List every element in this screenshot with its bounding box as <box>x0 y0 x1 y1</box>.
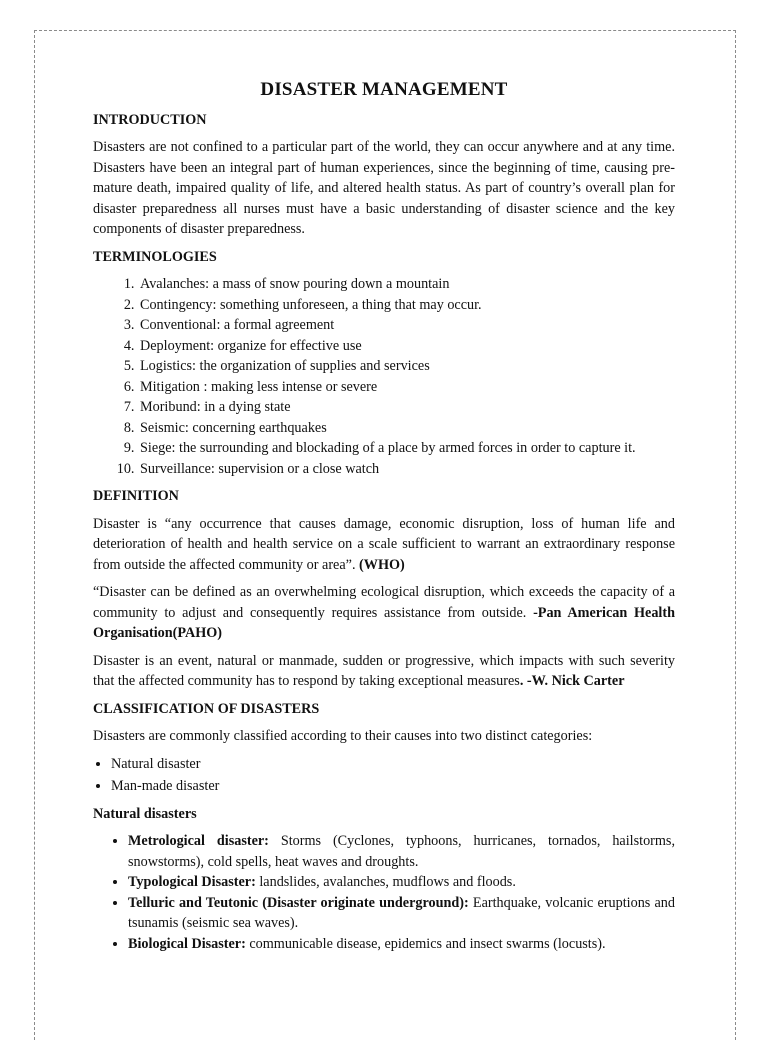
definition-paho <box>93 582 675 644</box>
list-item: 10. Surveillance: supervision or a close watch <box>138 459 675 480</box>
definition-source: . -W. Nick Carter <box>519 673 625 689</box>
natural-disasters-list <box>93 831 675 954</box>
document-title: DISASTER MANAGEMENT <box>260 79 508 100</box>
classification-intro: Disasters are commonly classified according to their causes into two distinct categories: <box>93 728 593 744</box>
classification-list <box>93 754 675 797</box>
list-item: • Man-made disaster <box>111 776 675 797</box>
definition-who <box>93 514 675 576</box>
list-item: 4. Deployment: organize for effective use <box>138 336 675 357</box>
definition-source: (WHO) <box>359 556 405 573</box>
list-item: 5. Logistics: the organization of supplies and services <box>138 356 675 377</box>
item-text: Earthquake, volcanic eruptions and tsunamis (seismic sea waves). <box>128 894 675 931</box>
introduction-text: Disasters are not confined to a particular part of the world, they can occur anywhere and at any time. Disasters have been an integral part of human experiences, since the beginning of time, causing pre-mature death, impaired quality of life, and altered health status. As part of country’s overall plan for disaster preparedness all nurses must have a basic understanding of disaster science and the key components of disaster preparedness. <box>93 139 675 237</box>
definition-text: Disaster is “any occurrence that causes damage, economic disruption, loss of human life and deterioration of health and health service on a scale sufficient to warrant an extraordinary response from outside the affected community or area”. <box>93 515 675 573</box>
definition-heading: DEFINITION <box>93 488 179 504</box>
list-item <box>128 831 675 872</box>
item-text: landslides, avalanches, mudflows and floods. <box>255 874 516 890</box>
document-content <box>93 80 675 954</box>
natural-disasters-heading: Natural disasters <box>93 805 197 822</box>
list-item: 9. Siege: the surrounding and blockading of a place by armed forces in order to capture it. <box>138 438 675 459</box>
definition-text: “Disaster can be defined as an overwhelming ecological disruption, which exceeds the capacity of a community to adjust and consequently requires assistance from outside. <box>93 584 675 621</box>
item-term: Metrological disaster: <box>128 833 269 849</box>
item-term: Typological Disaster: <box>128 874 256 890</box>
list-item: 1. Avalanches: a mass of snow pouring down a mountain <box>138 274 675 295</box>
list-item: 2. Contingency: something unforeseen, a thing that may occur. <box>138 295 675 316</box>
terminologies-list <box>93 274 675 479</box>
list-item: 7. Moribund: in a dying state <box>138 397 675 418</box>
classification-heading: CLASSIFICATION OF DISASTERS <box>93 700 320 717</box>
introduction-heading: INTRODUCTION <box>93 111 207 128</box>
definition-carter <box>93 651 675 692</box>
list-item: 3. Conventional: a formal agreement <box>138 315 675 336</box>
list-item: 6. Mitigation : making less intense or severe <box>138 377 675 398</box>
list-item <box>128 872 675 893</box>
item-term: Telluric and Teutonic (Disaster originate underground): <box>128 894 469 911</box>
list-item <box>128 934 675 955</box>
terminologies-heading: TERMINOLOGIES <box>93 248 217 265</box>
item-text: Storms (Cyclones, typhoons, hurricanes, tornados, hailstorms, snowstorms), cold spells, heat waves and droughts. <box>128 833 675 870</box>
item-term: Biological Disaster: <box>128 935 246 952</box>
item-text: communicable disease, epidemics and insect swarms (locusts). <box>245 935 606 952</box>
list-item: 8. Seismic: concerning earthquakes <box>138 418 675 439</box>
definition-source: -Pan American Health Organisation(PAHO) <box>93 604 675 641</box>
list-item <box>128 893 675 934</box>
list-item: • Natural disaster <box>111 754 675 775</box>
definition-text: Disaster is an event, natural or manmade, sudden or progressive, which impacts with such severity that the affected community has to respond by taking exceptional measures <box>93 652 675 689</box>
